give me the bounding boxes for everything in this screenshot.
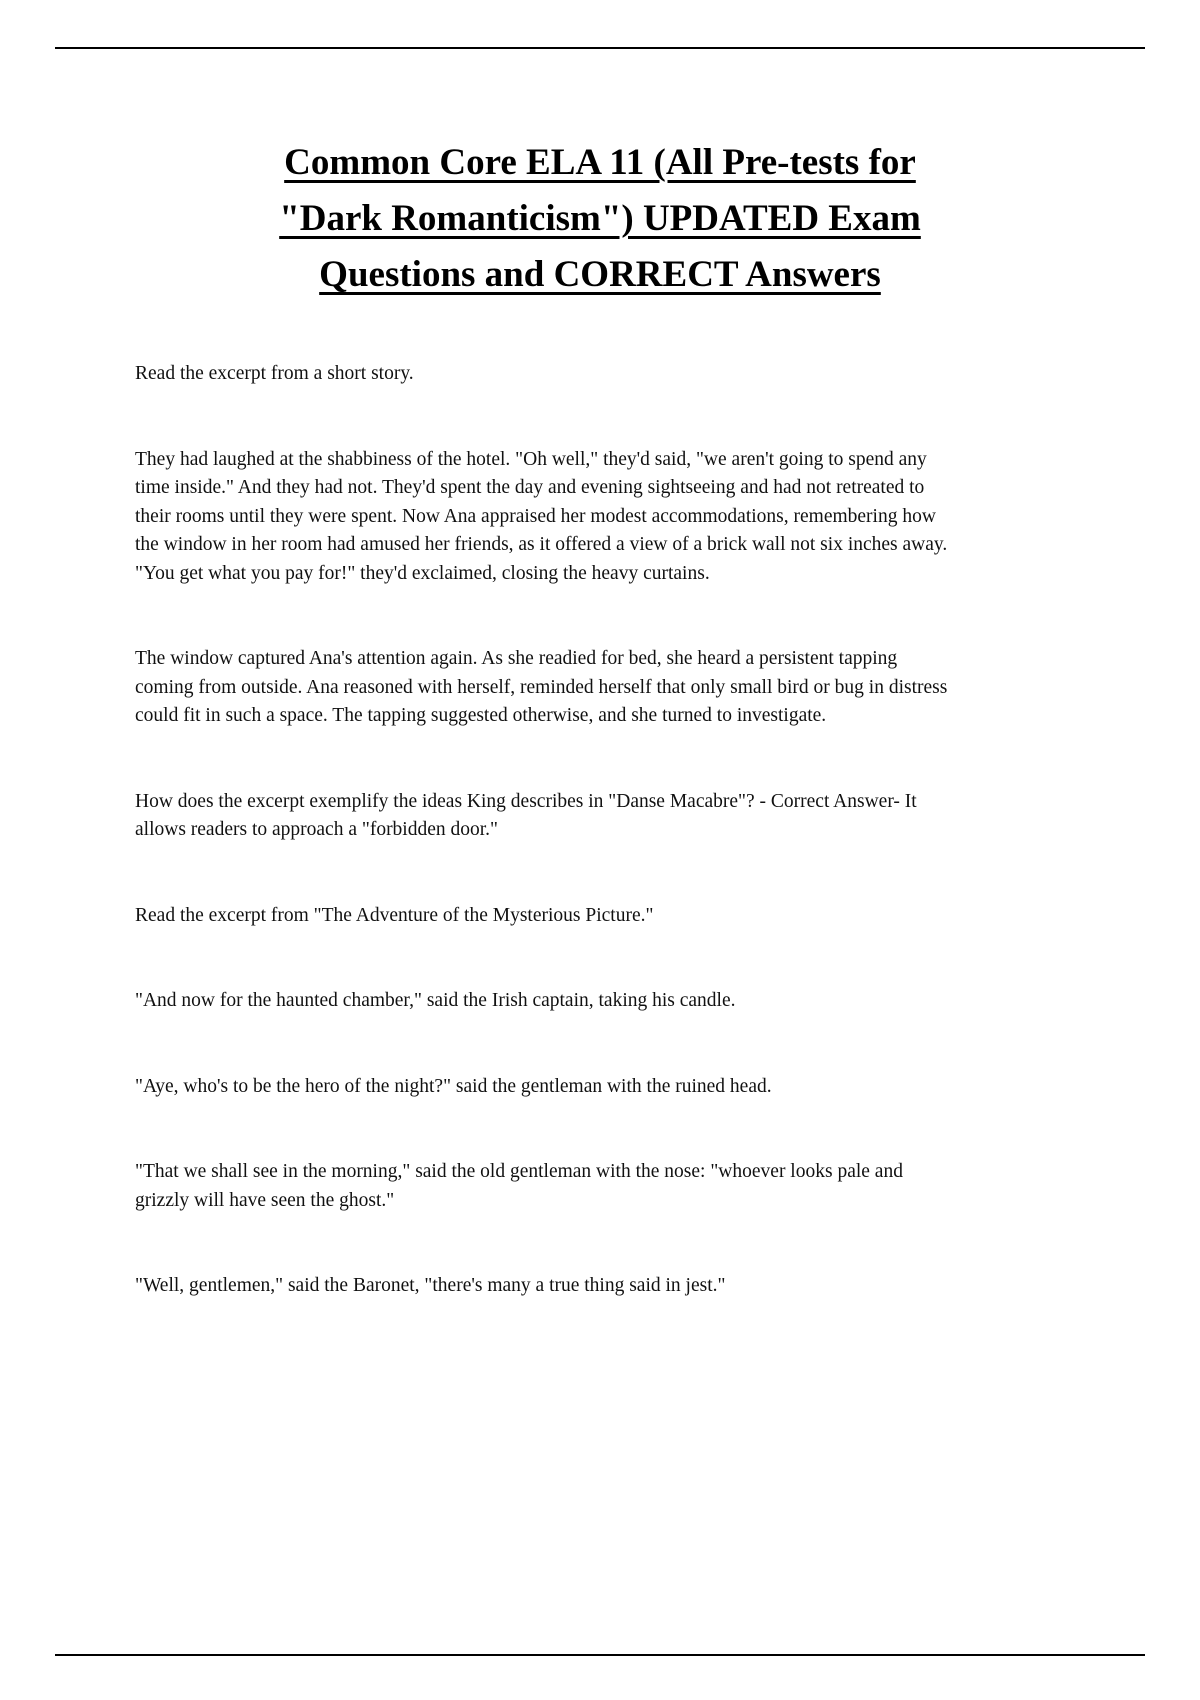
- bottom-divider: [55, 1654, 1145, 1656]
- paragraph-quote-old-gentleman: "That we shall see in the morning," said the old gentleman with the nose: "whoever looks pale and grizzly will have seen the ghost.": [135, 1161, 903, 1211]
- paragraph-quote-captain: "And now for the haunted chamber," said the Irish captain, taking his candle.: [135, 990, 736, 1011]
- paragraph-instruction-1: Read the excerpt from a short story.: [135, 363, 414, 384]
- page-title: [0, 135, 1200, 303]
- paragraph-quote-baronet: "Well, gentlemen," said the Baronet, "there's many a true thing said in jest.": [135, 1275, 726, 1296]
- paragraph-instruction-2: Read the excerpt from "The Adventure of the Mysterious Picture.": [135, 904, 654, 926]
- page-title-line-1: Common Core ELA 11 (All Pre-tests for: [284, 142, 916, 183]
- document-body: [135, 360, 957, 1358]
- top-divider: [55, 47, 1145, 49]
- paragraph-quote-gentleman: "Aye, who's to be the hero of the night?" said the gentleman with the ruined head.: [135, 1075, 772, 1097]
- paragraph-excerpt-hotel: They had laughed at the shabbiness of the hotel. "Oh well," they'd said, "we aren't going to spend any time inside." And they had not. They'd spent the day and evening sightseeing and had not retreated to their rooms until they were spent. Now Ana appraised her modest accommodations, remembering how the window in her room had amused her friends, as it offered a view of a brick wall not six inches away. "You get what you pay for!" they'd exclaimed, closing the heavy curtains.: [135, 448, 948, 584]
- page-title-line-3: Questions and CORRECT Answers: [319, 254, 881, 295]
- paragraph-excerpt-window: The window captured Ana's attention again. As she readied for bed, she heard a persistent tapping coming from outside. Ana reasoned with herself, reminded herself that only small bird or bug in distress could fit in such a space. The tapping suggested otherwise, and she turned to investigate.: [135, 648, 948, 726]
- page-title-line-2: "Dark Romanticism") UPDATED Exam: [279, 198, 921, 239]
- paragraph-question-answer: How does the excerpt exemplify the ideas King describes in "Danse Macabre"? - Correct Answer- It allows readers to approach a "forbidden door.": [135, 790, 917, 840]
